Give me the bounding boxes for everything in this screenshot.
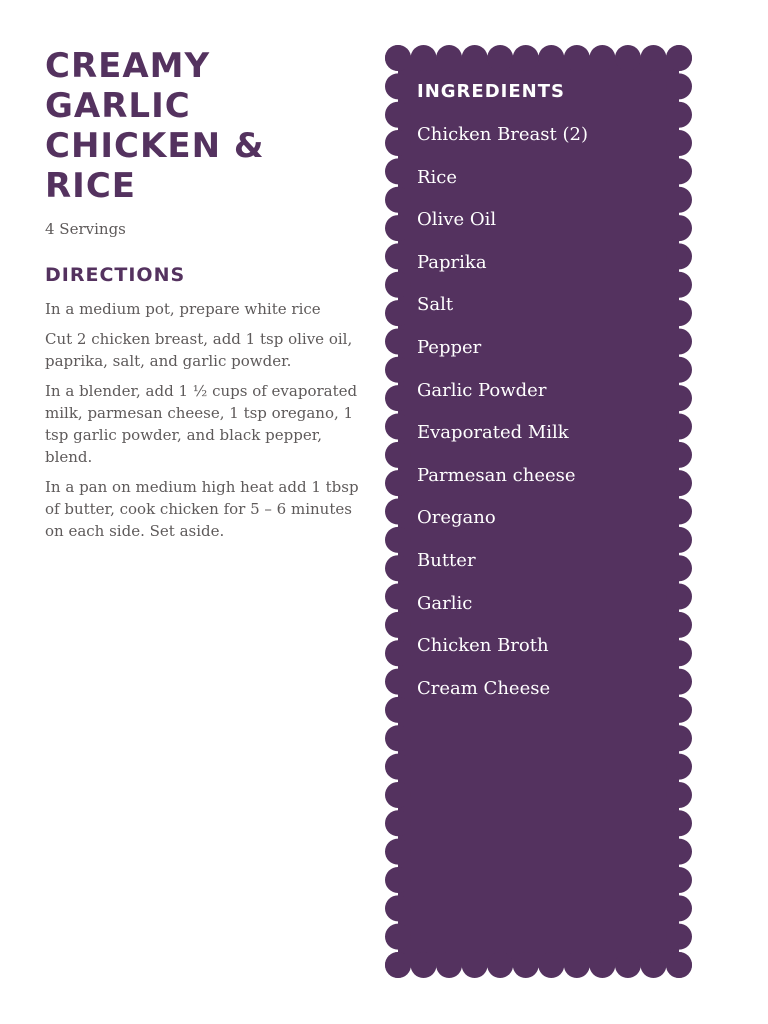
title-line-2: CHICKEN & RICE (45, 126, 265, 206)
ingredients-panel (385, 45, 692, 978)
direction-step: In a blender, add 1 ½ cups of evaporated milk, parmesan cheese, 1 tsp oregano, 1 tsp garlic powder, and black pepper, blend. (45, 382, 358, 466)
ingredient-item: Salt (417, 294, 454, 316)
ingredient-item: Garlic Powder (417, 379, 547, 401)
ingredient-item: Chicken Broth (417, 635, 549, 657)
directions-heading: DIRECTIONS (45, 264, 186, 286)
ingredients-content (417, 81, 677, 720)
ingredient-item: Pepper (417, 336, 482, 358)
ingredient-item: Evaporated Milk (417, 422, 569, 444)
ingredient-item: Parmesan cheese (417, 464, 576, 486)
ingredient-item: Garlic (417, 592, 473, 614)
servings-count: 4 Servings (45, 220, 126, 238)
ingredients-heading: INGREDIENTS (417, 81, 565, 102)
ingredient-item: Rice (417, 166, 458, 188)
ingredient-item: Cream Cheese (417, 677, 551, 699)
recipe-title (45, 46, 363, 206)
direction-step: Cut 2 chicken breast, add 1 tsp olive oil, paprika, salt, and garlic powder. (45, 330, 353, 370)
title-line-1: CREAMY GARLIC (45, 46, 211, 126)
direction-step: In a pan on medium high heat add 1 tbsp of butter, cook chicken for 5 – 6 minutes on each side. Set aside. (45, 478, 359, 540)
ingredient-item: Chicken Breast (2) (417, 124, 588, 145)
ingredient-item: Butter (417, 549, 476, 571)
ingredient-item: Oregano (417, 507, 496, 529)
directions-column (45, 46, 363, 550)
ingredient-item: Paprika (417, 251, 487, 273)
ingredient-item: Olive Oil (417, 209, 497, 231)
direction-step: In a medium pot, prepare white rice (45, 300, 321, 318)
